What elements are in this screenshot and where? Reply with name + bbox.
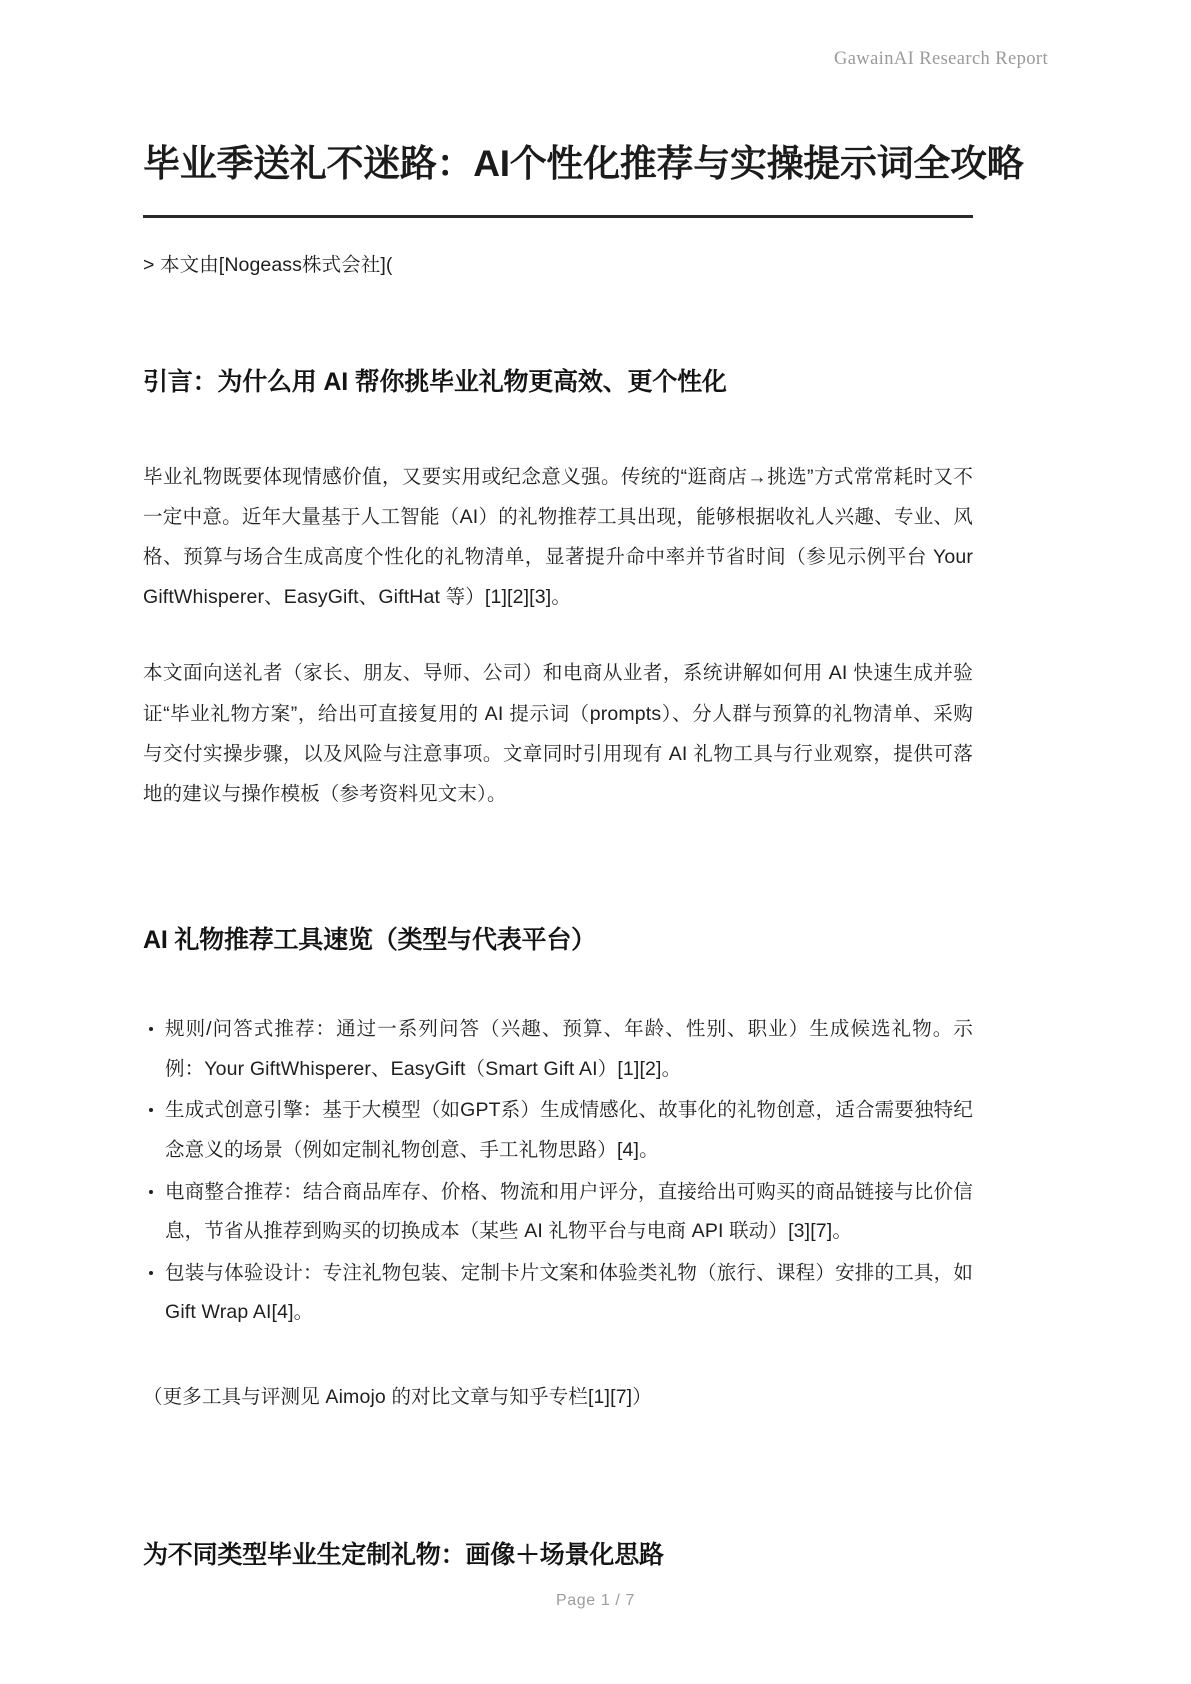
list-item: 包装与体验设计：专注礼物包装、定制卡片文案和体验类礼物（旅行、课程）安排的工具，如 Gift Wrap AI[4]。	[143, 1254, 973, 1333]
running-header-report-label: GawainAI Research Report	[833, 49, 1048, 69]
title-divider	[143, 215, 973, 218]
source-attribution-line: > 本文由[Nogeass株式会社](	[143, 254, 393, 277]
intro-paragraph-1: 毕业礼物既要体现情感价值，又要实用或纪念意义强。传统的“逛商店→挑选”方式常常耗时又不一定中意。近年大量基于人工智能（AI）的礼物推荐工具出现，能够根据收礼人兴趣、专业、风格、预算与场合生成高度个性化的礼物清单，显著提升命中率并节省时间（参见示例平台 Your GiftWhisperer、EasyGift、GiftHat 等）[1][2][3]。	[143, 465, 973, 609]
list-item: 电商整合推荐：结合商品库存、价格、物流和用户评分，直接给出可购买的商品链接与比价信息，节省从推荐到购买的切换成本（某些 AI 礼物平台与电商 API 联动）[3][7]。	[143, 1173, 973, 1252]
list-item: 生成式创意引擎：基于大模型（如GPT系）生成情感化、故事化的礼物创意，适合需要独特纪念意义的场景（例如定制礼物创意、手工礼物思路）[4]。	[143, 1091, 973, 1170]
tools-bullet-list	[143, 1010, 973, 1333]
tools-note-line: （更多工具与评测见 Aimojo 的对比文章与知乎专栏[1][7]）	[143, 1385, 652, 1408]
intro-paragraph-2: 本文面向送礼者（家长、朋友、导师、公司）和电商从业者，系统讲解如何用 AI 快速生成并验证“毕业礼物方案”，给出可直接复用的 AI 提示词（prompts）、分人群与预算的礼物清单、采购与交付实操步骤，以及风险与注意事项。文章同时引用现有 AI 礼物工具与行业观察，提供可落地的建议与操作模板（参考资料见文末）。	[143, 662, 973, 805]
list-item: 规则/问答式推荐：通过一系列问答（兴趣、预算、年龄、性别、职业）生成候选礼物。示例：Your GiftWhisperer、EasyGift（Smart Gift AI）[1][2]。	[143, 1010, 973, 1089]
page-title: 毕业季送礼不迷路：AI个性化推荐与实操提示词全攻略	[143, 143, 1024, 184]
page-number-footer: Page 1 / 7	[556, 1592, 635, 1609]
section-heading-intro: 引言：为什么用 AI 帮你挑毕业礼物更高效、更个性化	[143, 368, 727, 397]
section-heading-persona: 为不同类型毕业生定制礼物：画像＋场景化思路	[143, 1541, 664, 1570]
section-heading-tools: AI 礼物推荐工具速览（类型与代表平台）	[143, 925, 596, 954]
document-content	[143, 140, 1024, 1573]
